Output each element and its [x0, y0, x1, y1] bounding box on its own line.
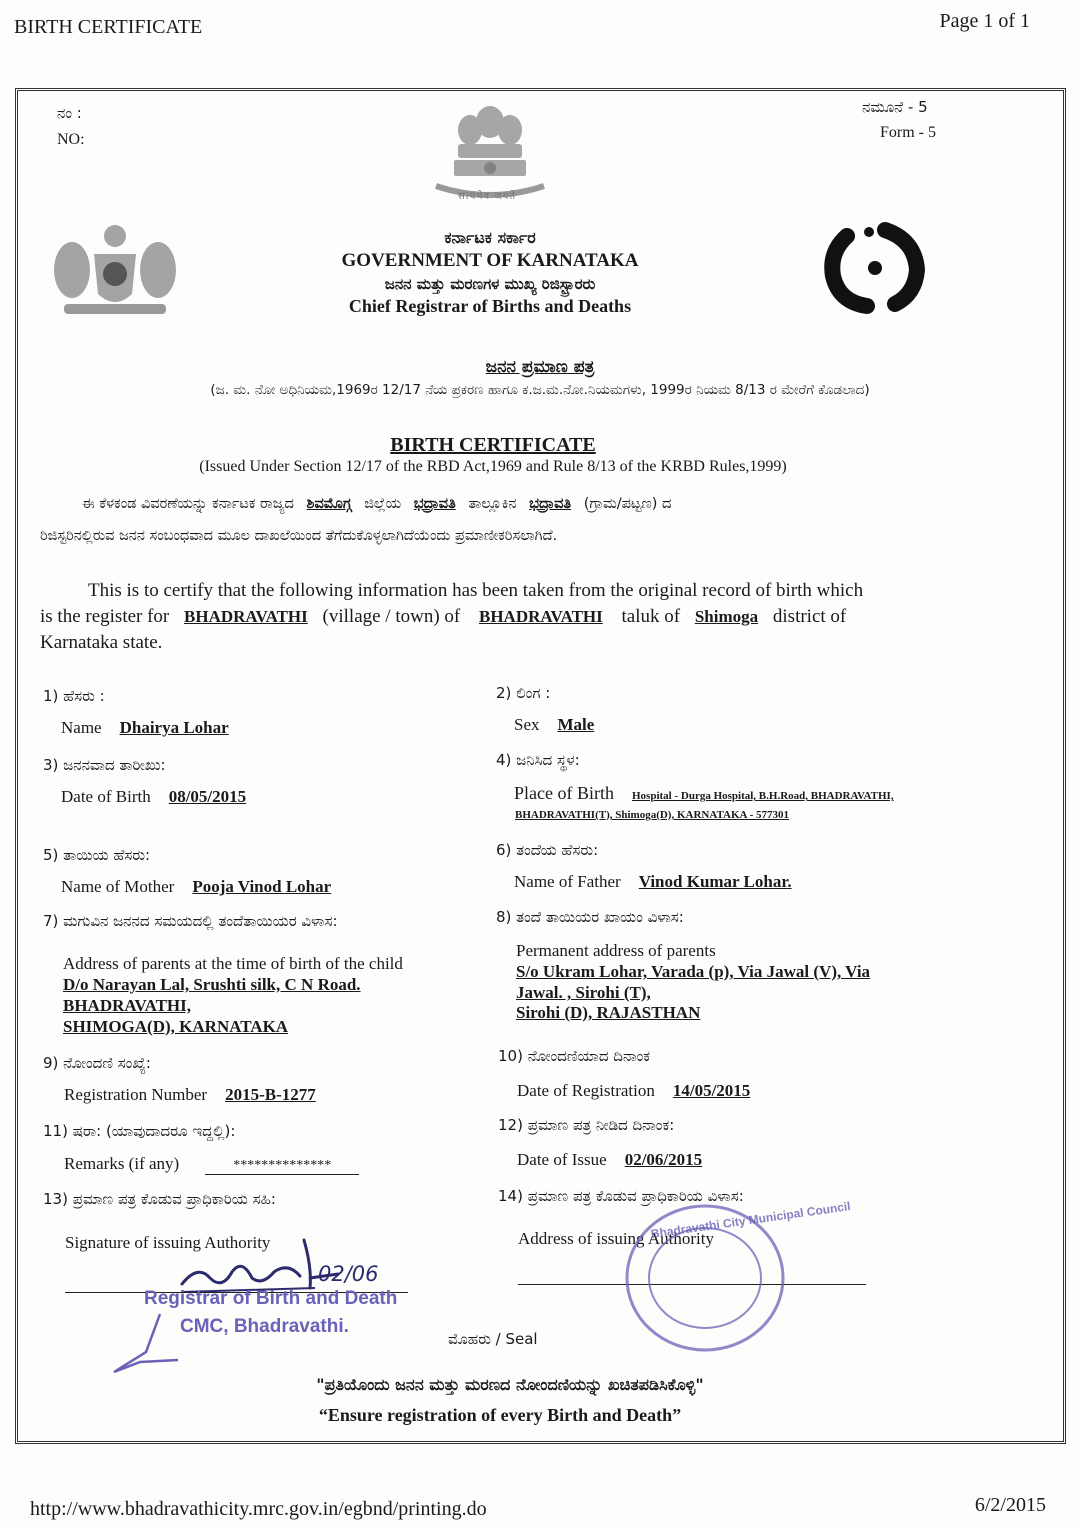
footer-motto-en: “Ensure registration of every Birth and Death” — [318, 1405, 682, 1425]
registrar-stamp-mark — [110, 1310, 190, 1380]
father-field — [514, 872, 792, 892]
kn-intro-district: ಶಿವಮೊಗ್ಗ — [306, 496, 352, 512]
authority-address-label: Address of issuing Authority — [518, 1229, 714, 1248]
english-intro-line1: This is to certify that the following information has been taken from the original record of birth which — [88, 580, 864, 601]
print-footer-url: http://www.bhadravathicity.mrc.gov.in/egbnd/printing.do — [30, 1498, 487, 1520]
certificate-subtitle-kn: (ಜ. ಮ. ನೋ ಅಧಿನಿಯಮ,1969ರ 12/17 ನೆಯ ಪ್ರಕರಣ ಹಾಗೂ ಕ.ಜ.ಮ.ನೋ.ನಿಯಮಗಳು, 1999ರ ನಿಯಮ 8/13 ರ ಮೇರೆಗೆ ಕೊಡಲಾದ) — [210, 382, 870, 398]
pob-field — [514, 783, 894, 804]
remarks-field — [64, 1154, 359, 1175]
number-label-kn: ನಂ : — [57, 104, 82, 122]
dob-value: 08/05/2015 — [168, 787, 247, 806]
reg-date-value: 14/05/2015 — [672, 1081, 751, 1100]
dob-field — [61, 787, 246, 807]
registrar-stamp-line2: CMC, Bhadravathi. — [180, 1316, 349, 1337]
reg-number-label-kn: 9) ನೋಂದಣಿ ಸಂಖ್ಯೆ: — [43, 1054, 151, 1072]
kn-intro-text-4: (ಗ್ರಾಮ/ಪಟ್ಟಣ) ದ — [583, 496, 672, 512]
reg-number-label: Registration Number — [64, 1085, 208, 1104]
en-intro-village-town: (village / town) of — [322, 606, 461, 627]
signature-label: Signature of issuing Authority — [65, 1233, 271, 1252]
kn-intro-text-2: ಜಿಲ್ಲೆಯ — [364, 496, 402, 512]
kn-intro-taluk: ಭದ್ರಾವತಿ — [413, 496, 456, 512]
en-intro-taluk: BHADRAVATHI — [479, 607, 603, 626]
kn-intro-text-3: ತಾಲ್ಲೂಕಿನ — [468, 496, 517, 512]
issue-date-label: Date of Issue — [517, 1150, 607, 1169]
signature-date: 02/06 — [318, 1262, 379, 1286]
issue-date-label-kn: 12) ಪ್ರಮಾಣ ಪತ್ರ ನೀಡಿದ ದಿನಾಂಕ: — [498, 1116, 675, 1134]
birth-address-line2: BHADRAVATHI, — [63, 996, 192, 1015]
pob-value-line1: Hospital - Durga Hospital, B.H.Road, BHADRAVATHI, — [631, 790, 894, 802]
en-intro-district-of: district of — [772, 606, 847, 627]
seal-text: Bhadravathi City Municipal Council — [650, 1199, 852, 1241]
emblem-motto: सत्यमेव जयते — [458, 191, 517, 202]
english-intro-line3: Karnataka state. — [40, 632, 163, 653]
name-field — [61, 718, 229, 738]
mother-value: Pooja Vinod Lohar — [192, 877, 332, 896]
registrar-stamp-line1: Registrar of Birth and Death — [144, 1288, 398, 1309]
kn-intro-text-1: ಈ ಕೆಳಕಂಡ ವಿವರಣೆಯನ್ನು ಕರ್ನಾಟಕ ರಾಜ್ಯದ — [82, 496, 294, 512]
birth-address-label-kn: 7) ಮಗುವಿನ ಜನನದ ಸಮಯದಲ್ಲಿ ತಂದೆತಾಯಿಯರ ವಿಳಾಸ: — [43, 912, 338, 930]
father-value: Vinod Kumar Lohar. — [638, 872, 792, 891]
certificate-title-en: BIRTH CERTIFICATE — [390, 434, 596, 456]
kannada-intro-line1 — [82, 496, 671, 512]
sex-label-kn: 2) ಲಿಂಗ : — [496, 684, 551, 702]
reg-number-value: 2015-B-1277 — [225, 1085, 316, 1104]
birth-death-logo — [825, 222, 925, 312]
certificate-subtitle-en: (Issued Under Section 12/17 of the RBD Act,1969 and Rule 8/13 of the KRBD Rules,1999) — [199, 458, 787, 475]
en-intro-district: Shimoga — [694, 607, 759, 626]
sex-label: Sex — [514, 715, 540, 734]
remarks-value: ************** — [205, 1158, 359, 1175]
birth-address-line3: SHIMOGA(D), KARNATAKA — [63, 1017, 289, 1036]
name-label: Name — [61, 718, 102, 737]
perm-address-line1: S/o Ukram Lohar, Varada (p), Via Jawal (V), Via — [516, 962, 871, 981]
kannada-intro-line2: ರಿಜಿಸ್ಟರಿನಲ್ಲಿರುವ ಜನನ ಸಂಬಂಧವಾದ ಮೂಲ ದಾಖಲೆಯಿಂದ ತೆಗೆದುಕೊಳ್ಳಲಾಗಿದೆಯೆಂದು ಪ್ರಮಾಣೀಕರಿಸಲಾಗಿದೆ. — [40, 528, 558, 544]
kn-intro-town: ಭದ್ರಾವತಿ — [529, 496, 572, 512]
dob-label-kn: 3) ಜನನವಾದ ತಾರೀಖು: — [43, 756, 166, 774]
karnataka-emblem — [50, 220, 180, 320]
en-intro-taluk-of: taluk of — [621, 606, 681, 627]
form-number-kn: ನಮೂನೆ - 5 — [862, 98, 928, 116]
father-label-kn: 6) ತಂದೆಯ ಹೆಸರು: — [496, 841, 599, 859]
perm-address-line2: Jawal. , Sirohi (T), — [516, 983, 651, 1002]
print-footer-date: 6/2/2015 — [974, 1494, 1046, 1516]
remarks-label: Remarks (if any) — [64, 1154, 180, 1173]
birth-address-line1: D/o Narayan Lal, Srushti silk, C N Road. — [63, 975, 361, 994]
govt-name-en: GOVERNMENT OF KARNATAKA — [341, 250, 639, 271]
pob-value-line2: BHADRAVATHI(T), Shimoga(D), KARNATAKA - 577301 — [515, 809, 790, 821]
reg-date-label: Date of Registration — [517, 1081, 655, 1100]
authority-address-label-kn: 14) ಪ್ರಮಾಣ ಪತ್ರ ಕೊಡುವ ಪ್ರಾಧಿಕಾರಿಯ ವಿಳಾಸ: — [498, 1187, 744, 1205]
print-header-title: BIRTH CERTIFICATE — [14, 16, 203, 38]
sex-field — [514, 715, 594, 735]
remarks-label-kn: 11) ಷರಾ: (ಯಾವುದಾದರೂ ಇದ್ದಲ್ಲಿ): — [43, 1122, 236, 1140]
form-number-en: Form - 5 — [880, 124, 936, 141]
signature-label-kn: 13) ಪ್ರಮಾಣ ಪತ್ರ ಕೊಡುವ ಪ್ರಾಧಿಕಾರಿಯ ಸಹಿ: — [43, 1190, 276, 1208]
perm-address-label: Permanent address of parents — [516, 941, 716, 960]
print-header-page: Page 1 of 1 — [939, 10, 1030, 32]
certificate-title-kn: ಜನನ ಪ್ರಮಾಣ ಪತ್ರ — [485, 357, 595, 377]
footer-motto-kn: "ಪ್ರತಿಯೊಂದು ಜನನ ಮತ್ತು ಮರಣದ ನೋಂದಣಿಯನ್ನು ಖಚಿತಪಡಿಸಿಕೊಳ್ಳಿ" — [316, 1375, 704, 1394]
national-emblem — [428, 100, 552, 208]
birth-address-label: Address of parents at the time of birth of the child — [63, 954, 403, 973]
perm-address-label-kn: 8) ತಂದೆ ತಾಯಿಯರ ಖಾಯಂ ವಿಳಾಸ: — [496, 908, 684, 926]
seal-label: ಮೊಹರು / Seal — [448, 1330, 538, 1348]
issue-date-field — [517, 1150, 702, 1170]
mother-label-kn: 5) ತಾಯಿಯ ಹೆಸರು: — [43, 846, 151, 864]
name-label-kn: 1) ಹೆಸರು : — [43, 687, 105, 705]
pob-label: Place of Birth — [514, 783, 614, 803]
english-intro-line2 — [40, 606, 846, 628]
issue-date-value: 02/06/2015 — [624, 1150, 703, 1169]
name-value: Dhairya Lohar — [119, 718, 229, 737]
reg-date-label-kn: 10) ನೋಂದಣಿಯಾದ ದಿನಾಂಕ — [498, 1047, 651, 1065]
number-label-en: NO: — [57, 131, 85, 148]
mother-label: Name of Mother — [61, 877, 175, 896]
registrar-title-kn: ಜನನ ಮತ್ತು ಮರಣಗಳ ಮುಖ್ಯ ರಿಜಿಸ್ಟ್ರಾರರು — [384, 275, 596, 293]
pob-label-kn: 4) ಜನಿಸಿದ ಸ್ಥಳ: — [496, 751, 580, 769]
reg-number-field — [64, 1085, 316, 1105]
en-intro-register-for: is the register for — [40, 606, 170, 627]
mother-field — [61, 877, 331, 897]
dob-label: Date of Birth — [61, 787, 151, 806]
govt-name-kn: ಕರ್ನಾಟಕ ಸರ್ಕಾರ — [444, 228, 536, 247]
reg-date-field — [517, 1081, 750, 1101]
en-intro-village: BHADRAVATHI — [184, 607, 308, 626]
sex-value: Male — [557, 715, 595, 734]
registrar-title-en: Chief Registrar of Births and Deaths — [348, 296, 632, 316]
perm-address-line3: Sirohi (D), RAJASTHAN — [516, 1003, 701, 1022]
father-label: Name of Father — [514, 872, 621, 891]
